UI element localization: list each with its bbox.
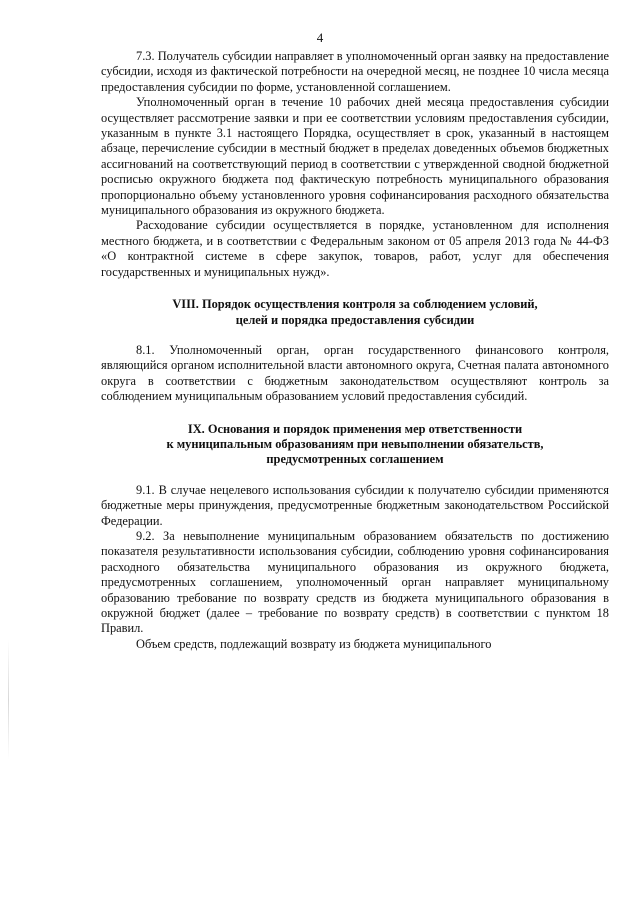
section-9-heading-line-1: IX. Основания и порядок применения мер ответственности (187, 421, 523, 436)
section-8-heading (101, 297, 609, 328)
paragraph-8-1: 8.1. Уполномоченный орган, орган государственного финансового контроля, являющийся органом исполнительной власти автономного округа, Счетная палата автономного округа в соответствии с бюджетным законодательством осуществляют контроль за соблюдением муниципальным образованием условий предоставления субсидий. (101, 342, 609, 404)
paragraph-7-3: 7.3. Получатель субсидии направляет в уполномоченный орган заявку на предоставление субсидии, исходя из фактической потребности на очередной месяц, не позднее 10 числа месяца предоставления субсидии по форме, установленной соглашением. (101, 49, 609, 94)
paragraph-7-3-spending: Расходование субсидии осуществляется в порядке, установленном для исполнения местного бюджета, и в соответствии с Федеральным законом от 05 апреля 2013 года № 44-ФЗ «О контрактной системе в сфере закупок, товаров, работ, услуг для обеспечения государственных и муниципальных нужд». (101, 218, 609, 279)
section-9-heading-line-3: предусмотренных соглашением (266, 452, 444, 467)
section-8-heading-line-1: VIII. Порядок осуществления контроля за соблюдением условий, (172, 297, 538, 312)
section-9-heading-line-2: к муниципальным образованиям при невыполнении обязательств, (166, 436, 544, 451)
document-body (101, 49, 609, 652)
paragraph-9-2: 9.2. За невыполнение муниципальным образованием обязательств по достижению показателя результативности использования субсидии, соблюдению уровня софинансирования расходного обязательства муниципального образования из окружного бюджета, предусмотренных соглашением, уполномоченный орган направляет муниципальному образованию требование по возврату средств из бюджета муниципального образования в окружной бюджет (далее – требование по возврату средств) в соответствии с пунктом 18 Правил. (101, 528, 609, 636)
paragraph-9-2-volume: Объем средств, подлежащий возврату из бюджета муниципального (136, 636, 492, 651)
paragraph-9-1: 9.1. В случае нецелевого использования субсидии к получателю субсидии применяются бюджетные меры принуждения, предусмотренные бюджетным законодательством Российской Федерации. (101, 482, 609, 528)
section-8-heading-line-2: целей и порядка предоставления субсидии (235, 312, 475, 327)
scan-edge-mark (8, 640, 9, 760)
page-number: 4 (316, 30, 324, 45)
paragraph-7-3-review: Уполномоченный орган в течение 10 рабочих дней месяца предоставления субсидии осуществляет рассмотрение заявки и при ее соответствии условиям предоставления субсидии, указанным в пункте 3.1 настоящего Порядка, осуществляет в срок, указанный в настоящем абзаце, перечисление субсидии в местный бюджет в пределах доведенных объемов бюджетных ассигнований на соответствующий период в соответствии с утвержденной сводной бюджетной росписью окружного бюджета под фактическую потребность муниципального образования пропорционально объему установленного уровня софинансирования расходного обязательства муниципального образования из окружного бюджета. (101, 95, 609, 218)
section-9-heading (101, 422, 609, 468)
